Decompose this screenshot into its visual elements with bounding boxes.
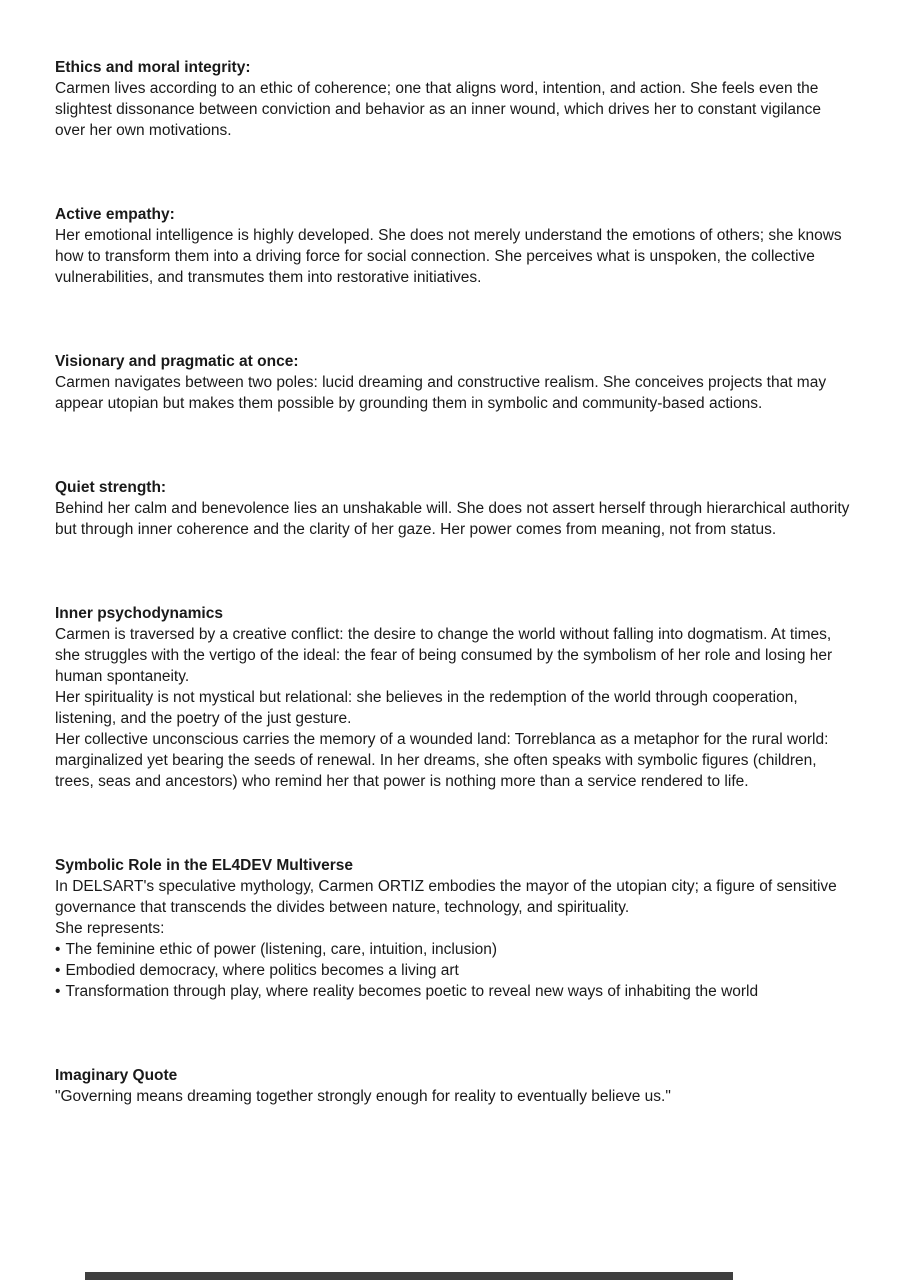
- section-paragraph: Her emotional intelligence is highly developed. She does not merely understand the emotions of others; she knows how to transform them into a driving force for social connection. She perceives what is unspoken, the collective vulnerabilities, and transmutes them into restorative initiatives.: [55, 227, 842, 286]
- bullet-glyph: •: [55, 962, 61, 979]
- section-heading: Quiet strength:: [55, 479, 167, 496]
- section-heading: Inner psychodynamics: [55, 605, 223, 622]
- section-ethics: [55, 57, 852, 141]
- bullet-glyph: •: [55, 983, 61, 1000]
- section-heading: Active empathy:: [55, 206, 175, 223]
- bullet-glyph: •: [55, 941, 61, 958]
- section-paragraph: Carmen is traversed by a creative conflict: the desire to change the world without falling into dogmatism. At times, she struggles with the vertigo of the ideal: the fear of being consumed by the symbolism of her role and losing her human spontaneity.: [55, 626, 833, 685]
- bullet-text: The feminine ethic of power (listening, care, intuition, inclusion): [65, 941, 498, 958]
- section-paragraph: Carmen navigates between two poles: lucid dreaming and constructive realism. She conceives projects that may appear utopian but makes them possible by grounding them in symbolic and community-based actions.: [55, 374, 827, 412]
- section-paragraph: Behind her calm and benevolence lies an unshakable will. She does not assert herself through hierarchical authority but through inner coherence and the clarity of her gaze. Her power comes from meaning, not from status.: [55, 500, 850, 538]
- bullet-item: [55, 960, 852, 981]
- section-heading: Ethics and moral integrity:: [55, 59, 251, 76]
- section-paragraph: Her spirituality is not mystical but relational: she believes in the redemption of the world through cooperation, listening, and the poetry of the just gesture.: [55, 689, 798, 727]
- document-page: [55, 57, 852, 1170]
- page-break-bar: [85, 1272, 733, 1280]
- section-heading: Visionary and pragmatic at once:: [55, 353, 299, 370]
- section-paragraph: Her collective unconscious carries the memory of a wounded land: Torreblanca as a metaphor for the rural world: marginalized yet bearing the seeds of renewal. In her dreams, she often speaks with symbolic figures (children, trees, seas and ancestors) who remind her that power is nothing more than a service rendered to life.: [55, 731, 829, 790]
- bullet-text: Embodied democracy, where politics becomes a living art: [65, 962, 459, 979]
- bullet-item: [55, 939, 852, 960]
- section-quiet-strength: [55, 477, 852, 540]
- section-heading: Imaginary Quote: [55, 1067, 178, 1084]
- section-paragraph: She represents:: [55, 920, 165, 937]
- section-paragraph: Carmen lives according to an ethic of coherence; one that aligns word, intention, and action. She feels even the slightest dissonance between conviction and behavior as an inner wound, which drives her to constant vigilance over her own motivations.: [55, 80, 821, 139]
- section-visionary-pragmatic: [55, 351, 852, 414]
- section-active-empathy: [55, 204, 852, 288]
- section-symbolic-role: [55, 855, 852, 1002]
- bullet-item: [55, 981, 852, 1002]
- quote-text: "Governing means dreaming together strongly enough for reality to eventually believe us.": [55, 1088, 671, 1105]
- section-heading: Symbolic Role in the EL4DEV Multiverse: [55, 857, 354, 874]
- section-inner-psychodynamics: [55, 603, 852, 792]
- bullet-text: Transformation through play, where reality becomes poetic to reveal new ways of inhabiting the world: [65, 983, 759, 1000]
- section-paragraph: In DELSART's speculative mythology, Carmen ORTIZ embodies the mayor of the utopian city; a figure of sensitive governance that transcends the divides between nature, technology, and spirituality.: [55, 878, 837, 916]
- section-imaginary-quote: [55, 1065, 852, 1107]
